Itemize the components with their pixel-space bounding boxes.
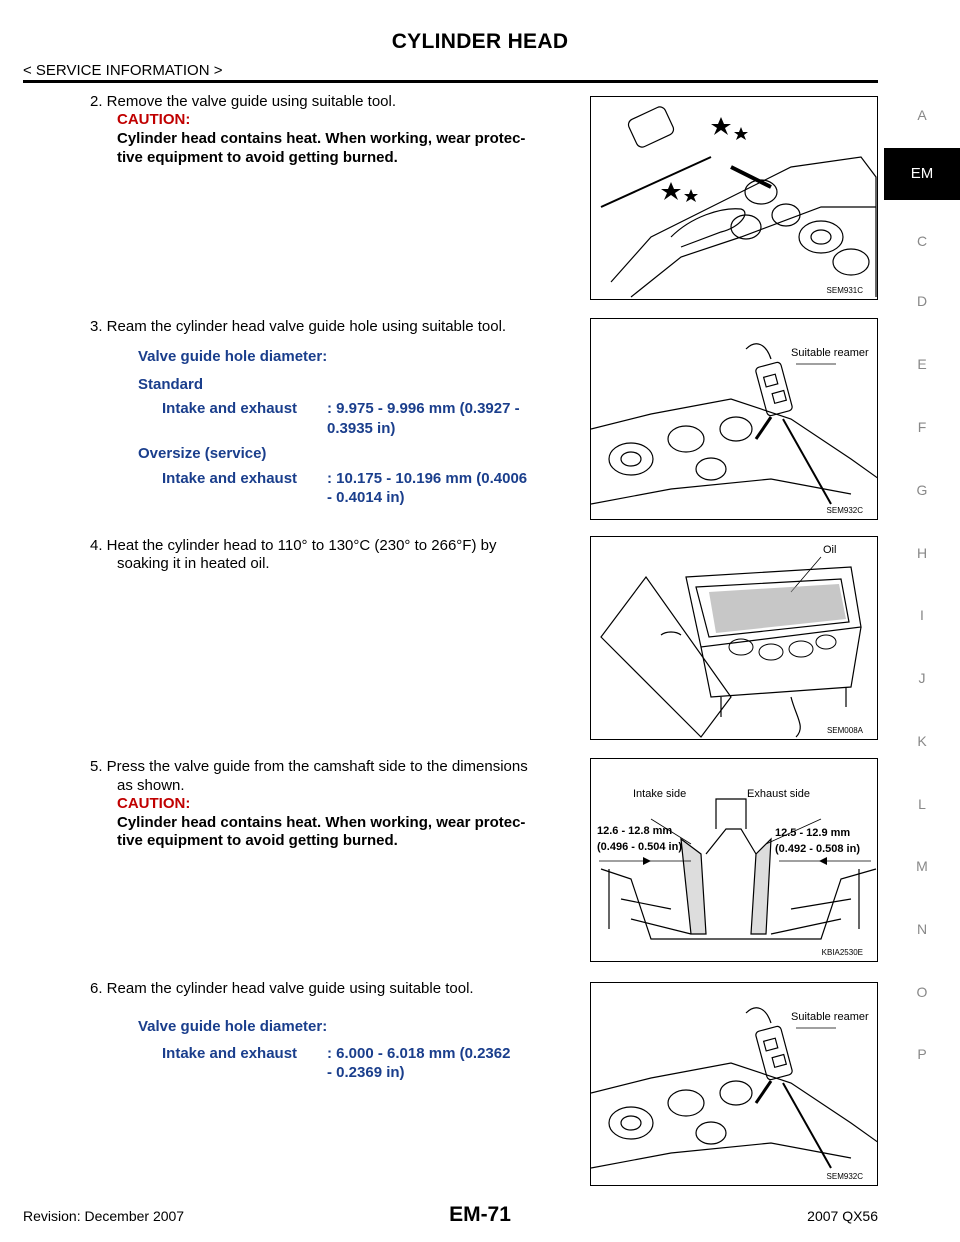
figure-valve-guide-dimensions [590, 758, 878, 962]
footer-page-number: EM-71 [449, 1203, 511, 1226]
step-2-caution-line2: tive equipment to avoid getting burned. [117, 149, 398, 166]
figure-code: SEM932C [826, 506, 863, 515]
footer-revision: Revision: December 2007 [23, 1208, 185, 1224]
figure-label-intake-dim-in: (0.496 - 0.504 in) [597, 841, 682, 853]
figure-label-suitable-reamer: Suitable reamer [791, 1011, 869, 1023]
step-3-spec-oversize: Oversize (service) [138, 445, 267, 462]
step-4-line1: 4. Heat the cylinder head to 110° to 130°C (230° to 266°F) by [90, 537, 497, 554]
figure-label-exhaust-dim-in: (0.492 - 0.508 in) [775, 843, 860, 855]
figure-label-exhaust-dim-mm: 12.5 - 12.9 mm [775, 827, 851, 839]
side-index-f[interactable]: F [917, 419, 927, 435]
figure-label-intake-dim-mm: 12.6 - 12.8 mm [597, 825, 673, 837]
figure-ream-valve-guide-hole [590, 318, 878, 520]
side-index-i[interactable]: I [920, 607, 924, 623]
side-index-e[interactable]: E [917, 356, 927, 372]
side-index-g[interactable]: G [916, 482, 928, 498]
side-index-a[interactable]: A [917, 107, 927, 123]
step-6-text: 6. Ream the cylinder head valve guide using suitable tool. [90, 980, 474, 997]
figure-label-exhaust-side: Exhaust side [747, 788, 810, 800]
step-5-caution-line1: Cylinder head contains heat. When working, wear protec- [117, 814, 526, 831]
step-3-spec-row2-value1: : 10.175 - 10.196 mm (0.4006 [327, 470, 528, 487]
step-3-text: 3. Ream the cylinder head valve guide hole using suitable tool. [90, 318, 507, 335]
side-index-k[interactable]: K [917, 733, 927, 749]
side-index-active-tab[interactable]: EM [884, 148, 960, 200]
side-index-l[interactable]: L [918, 796, 926, 812]
step-5-caution-label: CAUTION: [117, 795, 191, 812]
figure-heat-cylinder-head [590, 536, 878, 740]
side-index-o[interactable]: O [916, 984, 928, 1000]
section-subtitle: < SERVICE INFORMATION > [23, 62, 223, 79]
step-2-caution-label: CAUTION: [117, 111, 191, 128]
step-6-spec-row1-value2: - 0.2369 in) [327, 1064, 405, 1081]
step-5-caution-line2: tive equipment to avoid getting burned. [117, 832, 398, 849]
figure-label-suitable-reamer: Suitable reamer [791, 347, 869, 359]
figure-code: KBIA2530E [821, 948, 863, 957]
step-2-text: 2. Remove the valve guide using suitable tool. [90, 93, 397, 110]
side-index [884, 0, 960, 1242]
figure-label-intake-side: Intake side [633, 788, 687, 800]
step-3-spec-row1-value2: 0.3935 in) [327, 420, 396, 437]
oil-bath-illustration [591, 537, 878, 740]
step-5-line1: 5. Press the valve guide from the camshaft side to the dimensions [90, 758, 528, 775]
side-index-d[interactable]: D [916, 293, 928, 309]
step-3-spec-row1-label: Intake and exhaust [162, 400, 298, 417]
step-3-spec-standard: Standard [138, 376, 204, 393]
side-index-j[interactable]: J [918, 670, 926, 686]
remove-valve-guide-illustration [591, 97, 878, 300]
side-index-p[interactable]: P [917, 1046, 927, 1062]
header-rule [23, 80, 878, 83]
step-6-spec-row1-label: Intake and exhaust [162, 1045, 298, 1062]
side-index-m[interactable]: M [916, 858, 928, 874]
figure-code: SEM932C [826, 1172, 863, 1181]
figure-remove-valve-guide [590, 96, 878, 300]
step-6-spec-title: Valve guide hole diameter: [138, 1018, 328, 1035]
side-index-n[interactable]: N [916, 921, 928, 937]
step-3-spec-row2-label: Intake and exhaust [162, 470, 298, 487]
side-index-c[interactable]: C [916, 233, 928, 249]
step-4-line2: soaking it in heated oil. [117, 555, 270, 572]
step-6-spec-row1-value1: : 6.000 - 6.018 mm (0.2362 [327, 1045, 511, 1062]
step-3-spec-title: Valve guide hole diameter: [138, 348, 328, 365]
figure-code: SEM931C [826, 286, 863, 295]
footer-model: 2007 QX56 [807, 1208, 878, 1224]
step-3-spec-row1-value1: : 9.975 - 9.996 mm (0.3927 - [327, 400, 520, 417]
side-index-h[interactable]: H [916, 545, 928, 561]
step-3-spec-row2-value2: - 0.4014 in) [327, 489, 405, 506]
step-2-caution-line1: Cylinder head contains heat. When working, wear protec- [117, 130, 526, 147]
figure-code: SEM008A [826, 726, 863, 735]
page-title: CYLINDER HEAD [391, 30, 569, 53]
step-5-line2: as shown. [117, 777, 185, 794]
figure-label-oil: Oil [823, 544, 837, 556]
figure-ream-valve-guide [590, 982, 878, 1186]
